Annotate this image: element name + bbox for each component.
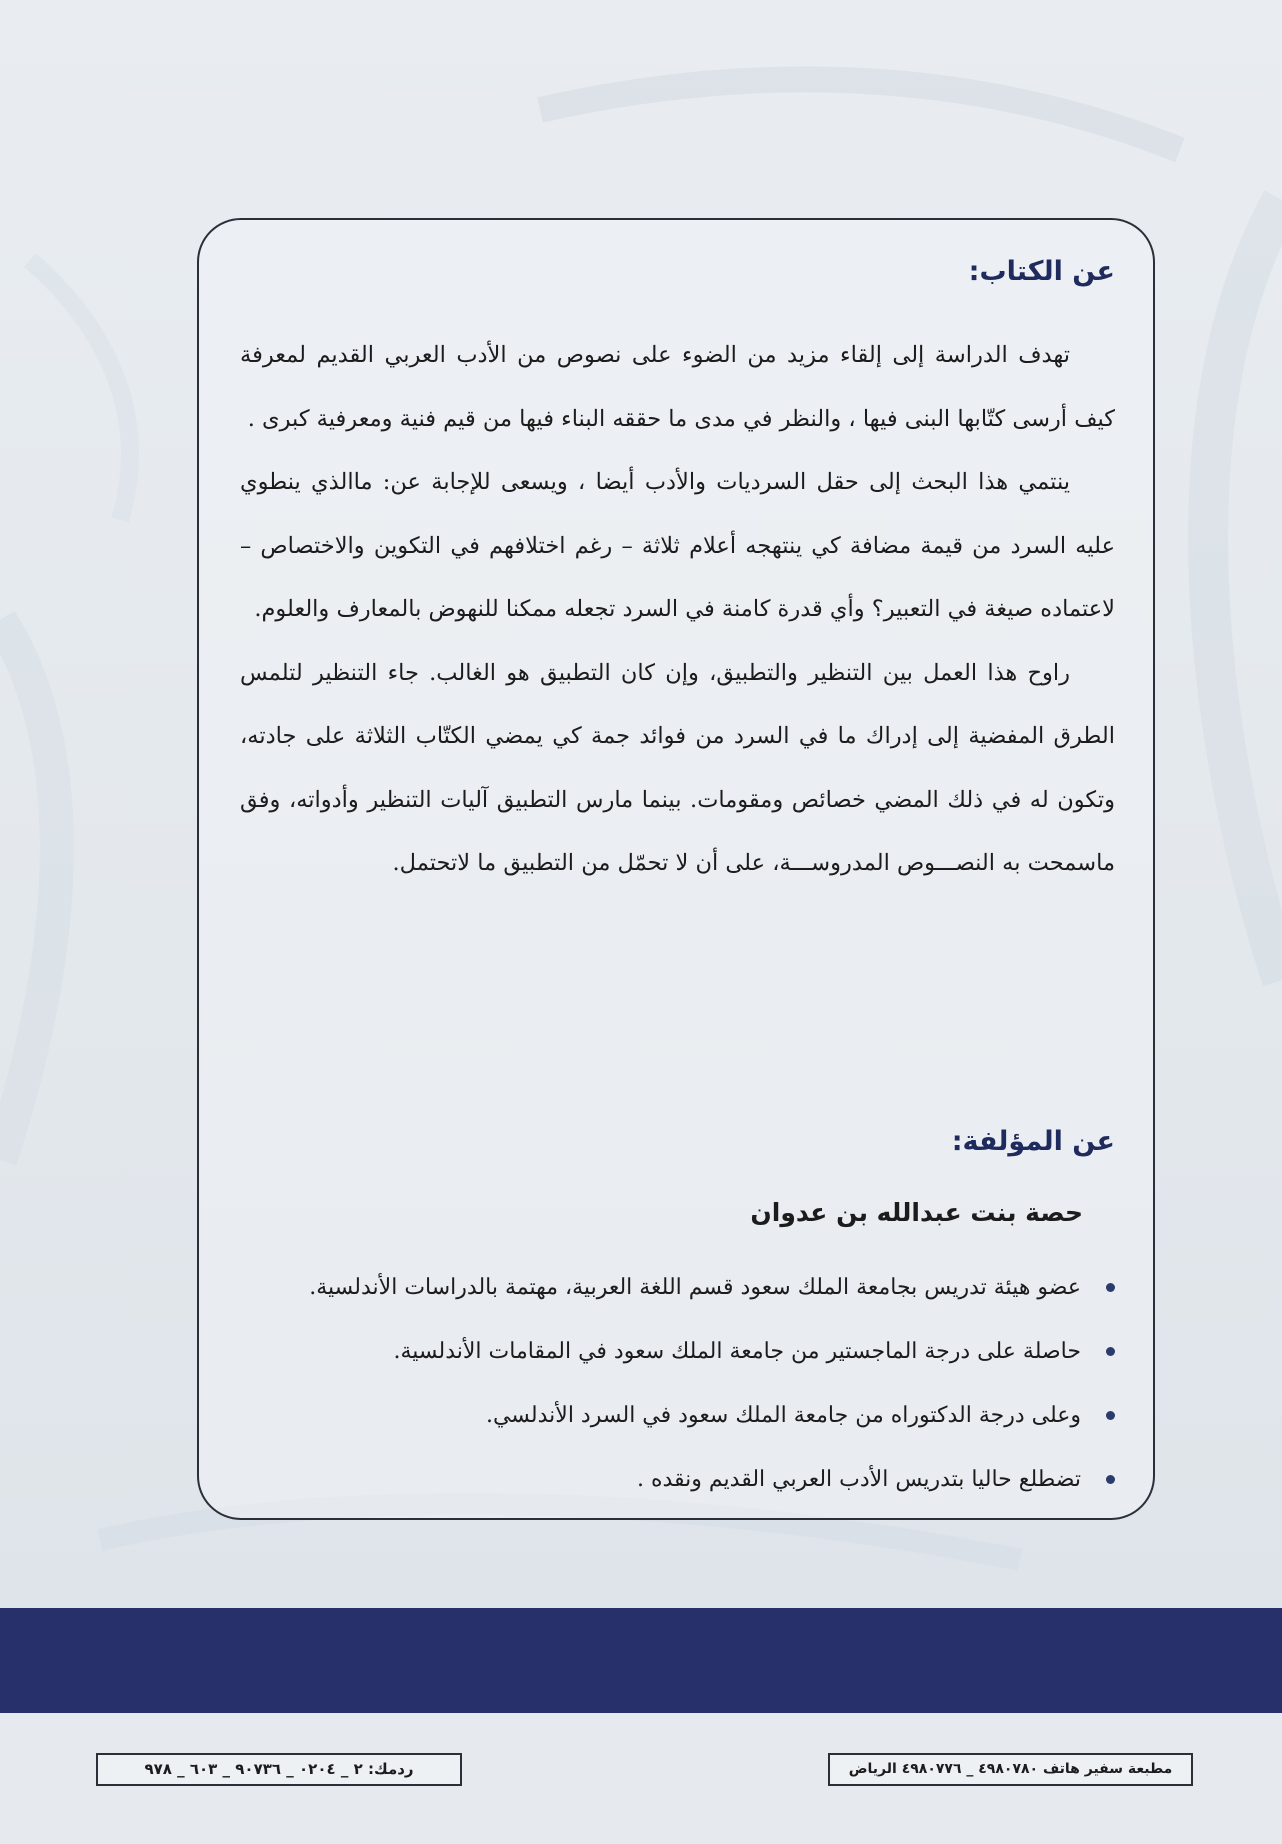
author-bio-item xyxy=(219,1320,1119,1384)
author-bio-text: عضو هيئة تدريس بجامعة الملك سعود قسم اللغة العربية، مهتمة بالدراسات الأندلسية. xyxy=(309,1275,1081,1300)
about-book-text xyxy=(240,324,1115,896)
author-name: حصة بنت عبدالله بن عدوان xyxy=(750,1198,1083,1227)
book-paragraph-2: ينتمي هذا البحث إلى حقل السرديات والأدب أيضا ، ويسعى للإجابة عن: ماالذي ينطوي عليه السرد من قيمة مضافة كي ينتهجه أعلام ثلاثة – رغم اختلافهم في التكوين والاختصاص – لاعتماده صيغة في التعبير؟ وأي قدرة كامنة في السرد تجعله ممكنا للنهوض بالمعارف والعلوم. xyxy=(240,469,1115,622)
printer-info: مطبعة سفير هاتف ٤٩٨٠٧٨٠ _ ٤٩٨٠٧٧٦ الرياض xyxy=(828,1753,1193,1786)
author-bio-item xyxy=(219,1256,1119,1320)
author-bio-item xyxy=(219,1384,1119,1448)
isbn-label: ردمك: ٢ _ ٠٢٠٤ _ ٩٠٧٣٦ _ ٦٠٣ _ ٩٧٨ xyxy=(96,1753,462,1786)
book-paragraph-1: تهدف الدراسة إلى إلقاء مزيد من الضوء على نصوص من الأدب العربي القديم لمعرفة كيف أرسى كتّابها البنى فيها ، والنظر في مدى ما حققه البناء فيها من قيم فنية ومعرفية كبرى . xyxy=(240,342,1115,432)
bullet-icon xyxy=(1106,1475,1115,1484)
author-bio-list xyxy=(219,1256,1119,1512)
bullet-icon xyxy=(1106,1283,1115,1292)
navy-band xyxy=(0,1608,1282,1713)
author-bio-text: وعلى درجة الدكتوراه من جامعة الملك سعود في السرد الأندلسي. xyxy=(485,1403,1081,1428)
about-author-heading: عن المؤلفة: xyxy=(951,1126,1115,1157)
author-bio-text: حاصلة على درجة الماجستير من جامعة الملك سعود في المقامات الأندلسية. xyxy=(393,1339,1081,1364)
info-card xyxy=(197,218,1155,1520)
about-book-heading: عن الكتاب: xyxy=(968,256,1115,287)
author-bio-item xyxy=(219,1448,1119,1512)
author-bio-text: تضطلع حاليا بتدريس الأدب العربي القديم ونقده . xyxy=(636,1467,1081,1492)
book-paragraph-3: راوح هذا العمل بين التنظير والتطبيق، وإن كان التطبيق هو الغالب. جاء التنظير لتلمس الطرق المفضية إلى إدراك ما في السرد من فوائد جمة كي يمضي الكتّاب الثلاثة على جادته، وتكون له في ذلك المضي خصائص ومقومات. بينما مارس التطبيق آليات التنظير وأدواته، وفق ماسمحت به النصـــوص المدروســـة، على أن لا تحمّل من التطبيق ما لاتحتمل. xyxy=(240,659,1115,876)
bullet-icon xyxy=(1106,1411,1115,1420)
bullet-icon xyxy=(1106,1347,1115,1356)
